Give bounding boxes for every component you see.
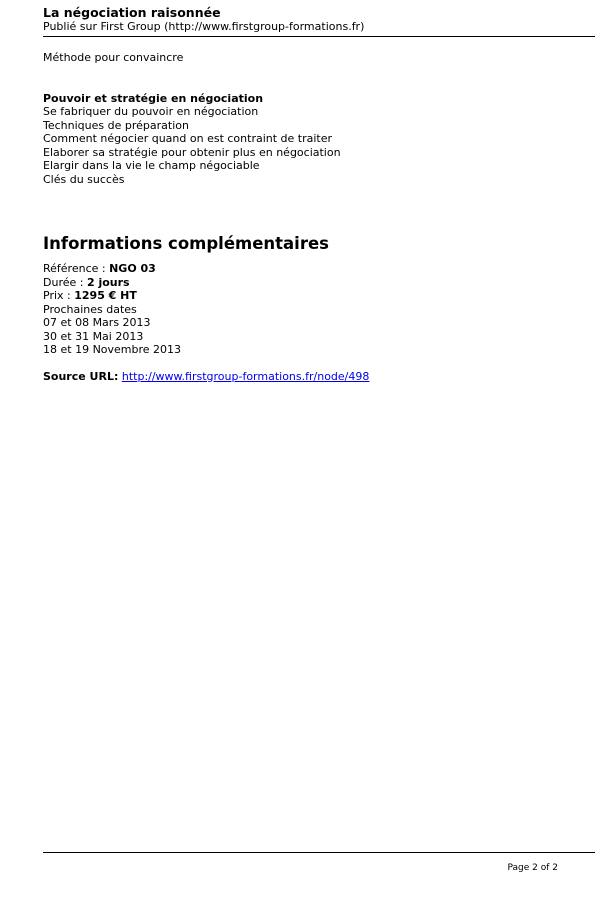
list-item: Comment négocier quand on est contraint de traiter	[43, 132, 333, 145]
date-item: 07 et 08 Mars 2013	[43, 316, 151, 329]
source-label: Source URL:	[43, 369, 119, 383]
reference-line	[43, 262, 595, 276]
main-content	[43, 51, 595, 383]
list-item: Techniques de préparation	[43, 118, 189, 132]
price-value: 1295 € HT	[74, 289, 137, 302]
price-label: Prix :	[43, 289, 75, 302]
intro-text: Méthode pour convaincre	[43, 51, 184, 64]
document-title: La négociation raisonnée	[43, 5, 221, 20]
info-heading: Informations complémentaires	[43, 234, 329, 253]
page-header	[43, 5, 595, 37]
list-item: Se fabriquer du pouvoir en négociation	[43, 105, 259, 118]
list-item: Clés du succès	[43, 172, 125, 186]
duration-line	[43, 276, 595, 290]
duration-label: Durée :	[43, 275, 87, 289]
source-link[interactable]: http://www.firstgroup-formations.fr/node/498	[121, 369, 370, 383]
list-item: Elaborer sa stratégie pour obtenir plus en négociation	[43, 145, 341, 159]
date-item: 30 et 31 Mai 2013	[43, 329, 144, 343]
price-line	[43, 289, 595, 303]
section-heading: Pouvoir et stratégie en négociation	[43, 91, 264, 105]
source-line	[43, 370, 595, 384]
list-item: Elargir dans la vie le champ négociable	[43, 159, 260, 172]
duration-value: 2 jours	[86, 275, 130, 289]
dates-label: Prochaines dates	[43, 302, 137, 316]
reference-label: Référence :	[43, 262, 110, 275]
reference-value: NGO 03	[109, 262, 156, 275]
date-item: 18 et 19 Novembre 2013	[43, 343, 182, 356]
document-subtitle: Publié sur First Group (http://www.firstgroup-formations.fr)	[43, 20, 365, 33]
footer-divider	[43, 852, 595, 853]
page-number: Page 2 of 2	[507, 863, 558, 873]
